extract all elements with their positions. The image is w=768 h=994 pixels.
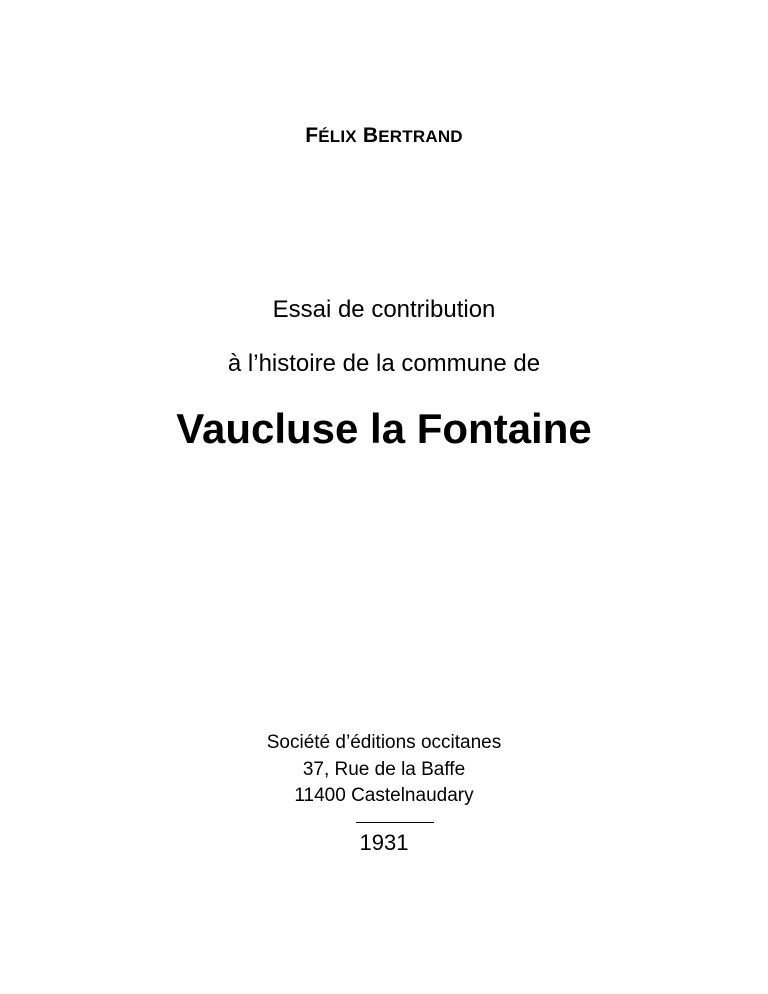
author-name [0, 124, 768, 148]
author-first-rest: ÉLIX [318, 127, 357, 146]
publisher-name: Société d’éditions occitanes [266, 732, 502, 753]
subtitle-line-2: à l’histoire de la commune de [227, 350, 541, 377]
author-last-initial: B [362, 124, 379, 147]
author-first-initial: F [305, 124, 319, 147]
subtitle-line-1: Essai de contribution [272, 296, 496, 323]
book-title: Vaucluse la Fontaine [176, 405, 592, 452]
publication-year: 1931 [359, 830, 409, 855]
publisher-address: 37, Rue de la Baffe [302, 759, 466, 780]
separator-rule [356, 822, 434, 823]
publisher-city: 11400 Castelnaudary [294, 785, 474, 806]
author-last-rest: ERTRAND [378, 127, 463, 146]
